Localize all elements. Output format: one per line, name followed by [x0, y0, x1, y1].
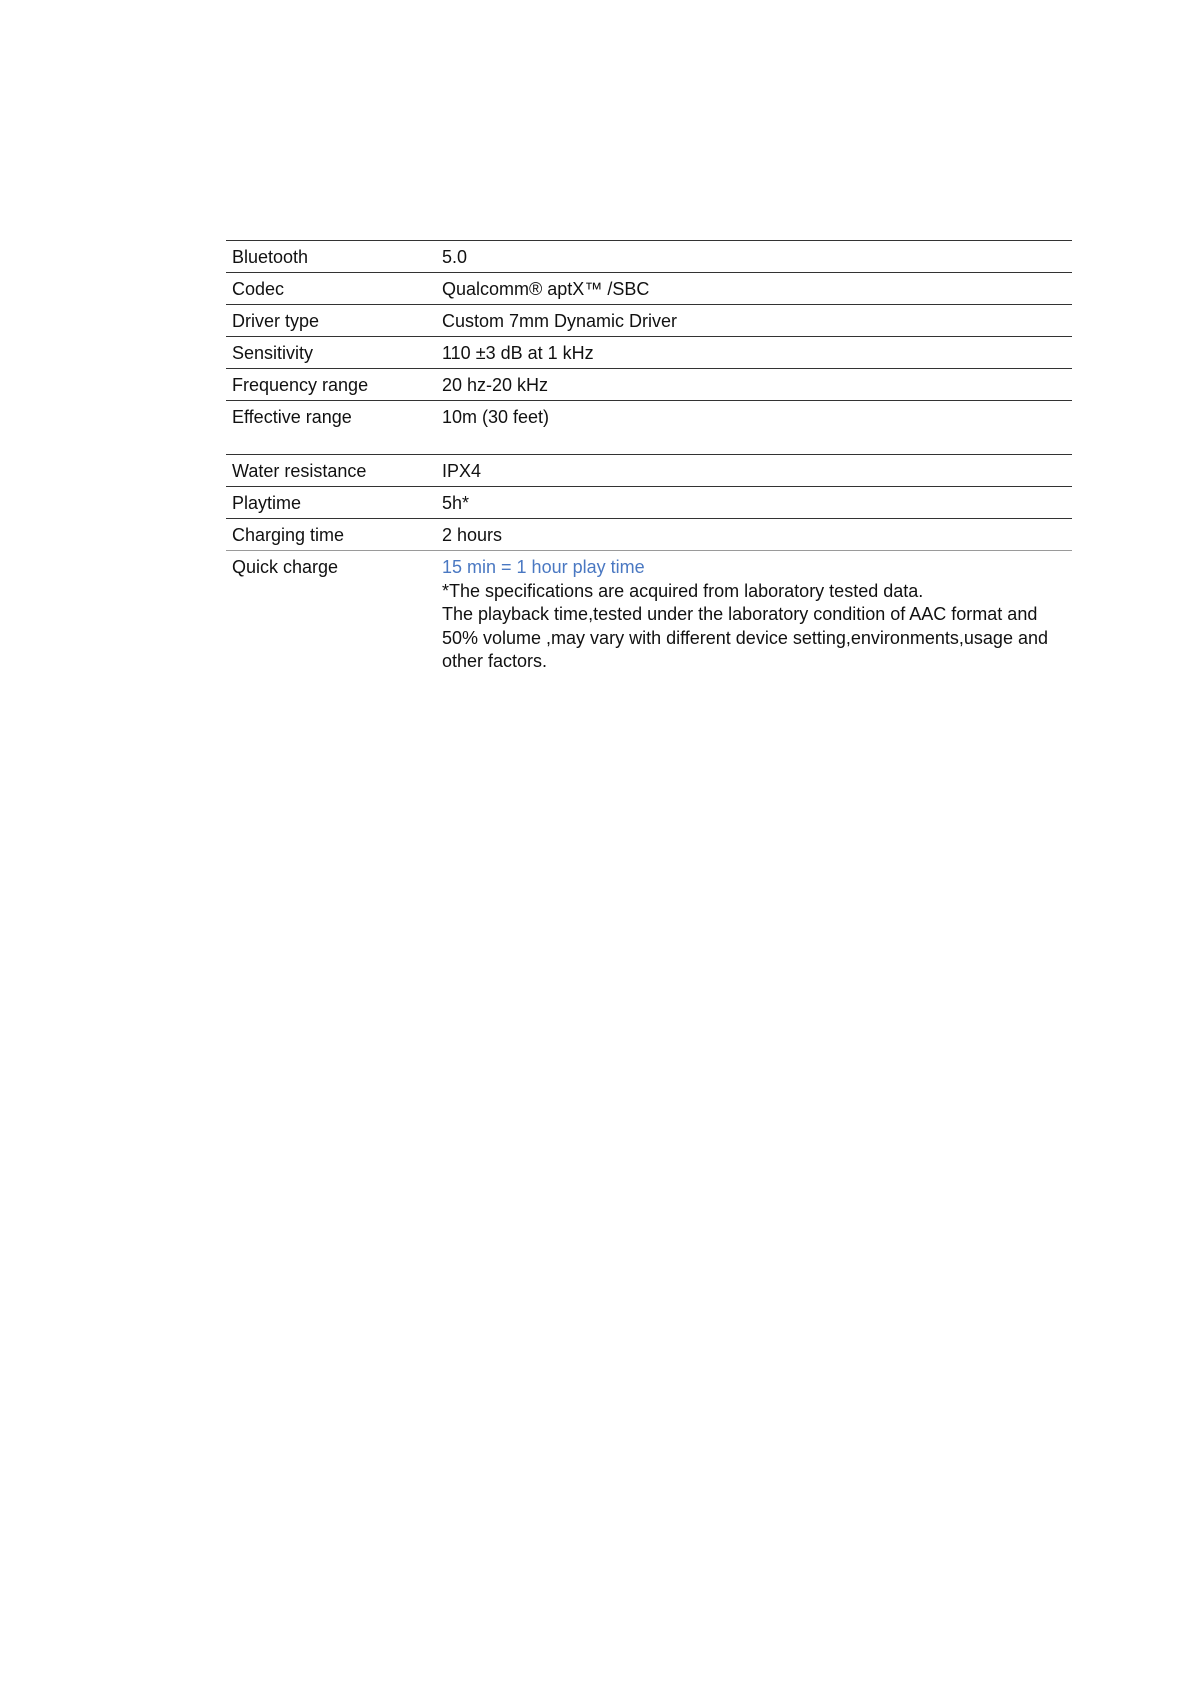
spec-value: Custom 7mm Dynamic Driver — [442, 311, 678, 331]
spec-value: 20 hz-20 kHz — [442, 375, 549, 395]
spec-label: Bluetooth — [232, 247, 309, 267]
spec-label: Charging time — [232, 525, 345, 545]
spec-row-sensitivity — [226, 337, 1072, 369]
spec-row-playtime — [226, 487, 1072, 519]
spec-row-frequency-range — [226, 369, 1072, 401]
spec-label: Water resistance — [232, 461, 367, 481]
spec-value: IPX4 — [442, 461, 482, 481]
spec-row-effective-range — [226, 401, 1072, 455]
spec-label: Effective range — [232, 407, 352, 427]
spec-value: 110 ±3 dB at 1 kHz — [442, 343, 594, 363]
spec-value: 10m (30 feet) — [442, 407, 550, 427]
spec-row-water-resistance — [226, 455, 1072, 487]
spec-row-bluetooth — [226, 241, 1072, 273]
spec-label: Driver type — [232, 311, 320, 331]
quick-charge-value: 15 min = 1 hour play time — [442, 557, 645, 577]
spec-row-driver-type — [226, 305, 1072, 337]
spec-value-block — [442, 551, 1072, 674]
spec-label: Codec — [232, 279, 285, 299]
spec-label: Playtime — [232, 493, 302, 513]
spec-value: 2 hours — [442, 525, 503, 545]
spec-value: 5.0 — [442, 247, 468, 267]
spec-label: Frequency range — [232, 375, 369, 395]
spec-value: Qualcomm® aptX™ /SBC — [442, 279, 650, 299]
spec-row-codec — [226, 273, 1072, 305]
playback-note: The playback time,tested under the laboratory condition of AAC format and 50% volume ,may vary with different device setting,environments,usage and other factors. — [442, 604, 1048, 671]
spec-value: 5h* — [442, 493, 470, 513]
spec-table — [226, 240, 1072, 674]
spec-label: Quick charge — [232, 557, 339, 577]
spec-row-charging-time — [226, 519, 1072, 551]
spec-row-quick-charge — [226, 551, 1072, 674]
spec-label: Sensitivity — [232, 343, 314, 363]
disclaimer-note: *The specifications are acquired from laboratory tested data. — [442, 580, 924, 601]
